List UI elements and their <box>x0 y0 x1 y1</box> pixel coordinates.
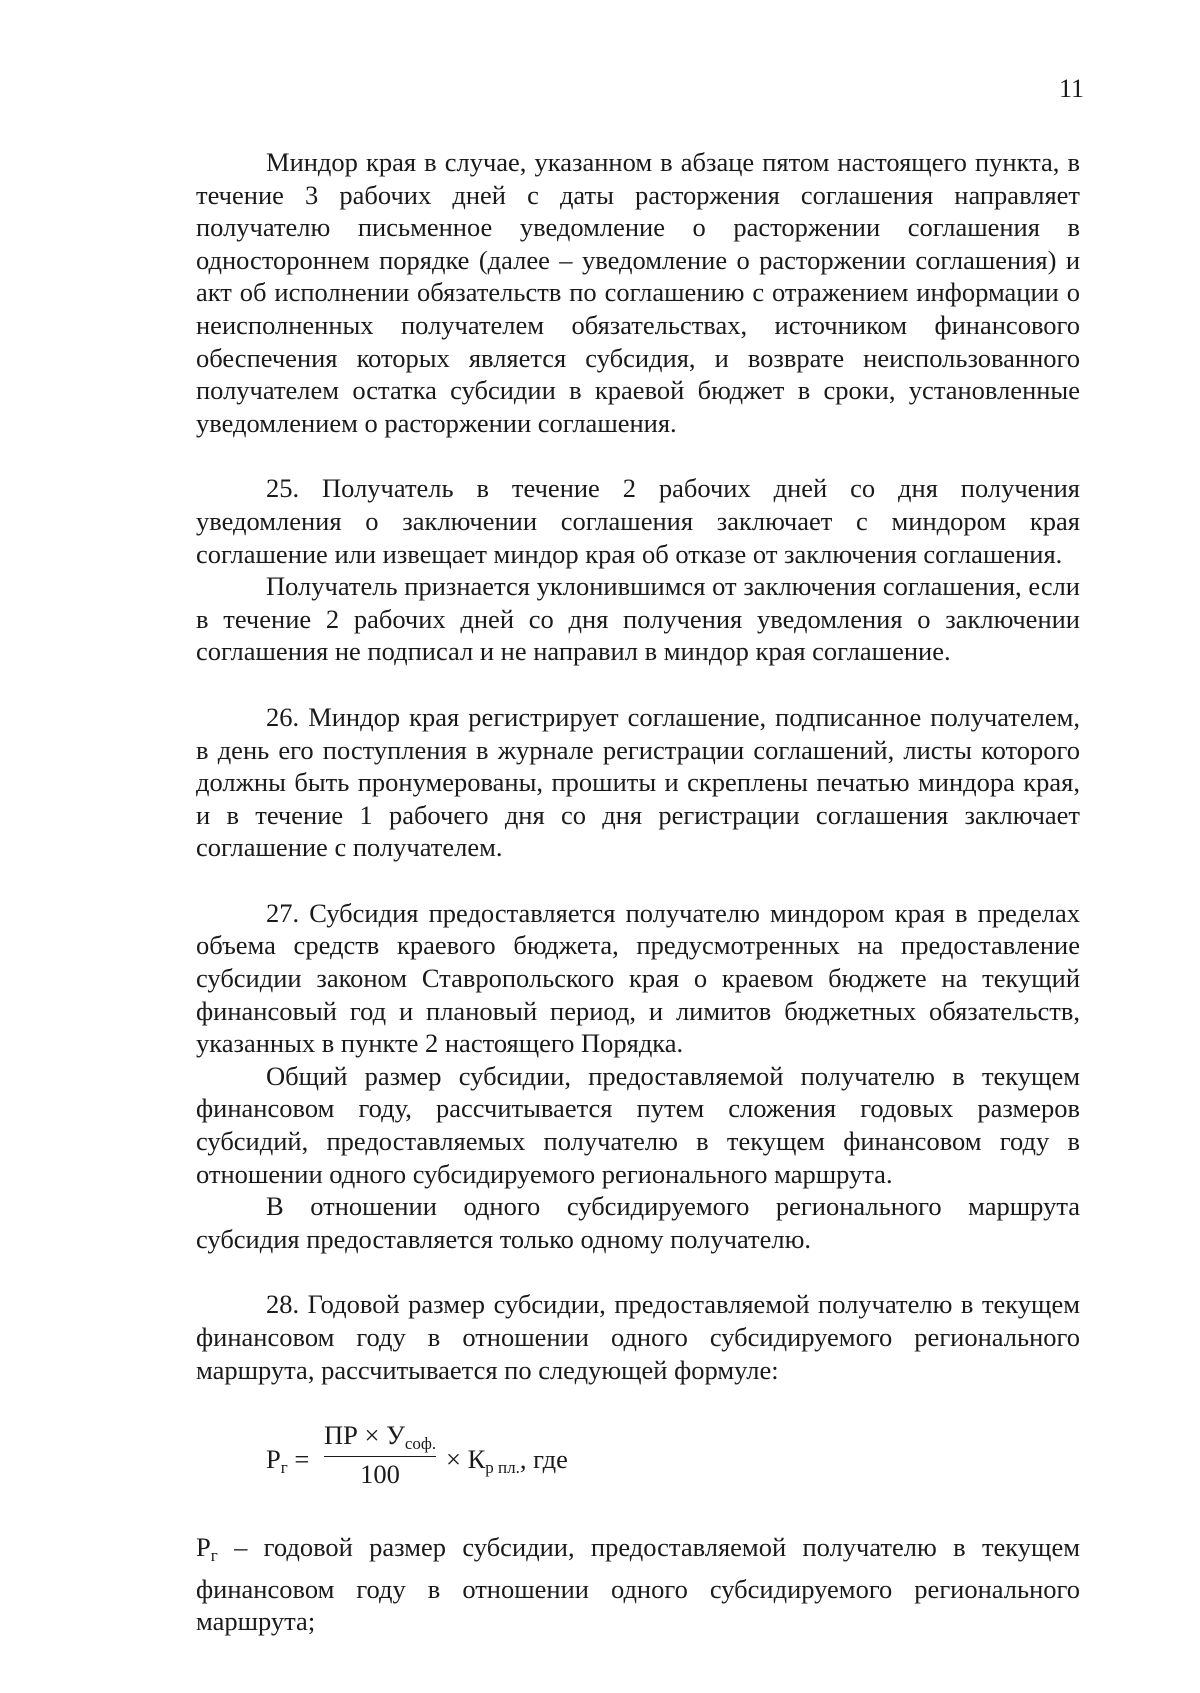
page-number: 11 <box>1058 74 1084 103</box>
definition-symbol: Р <box>196 1532 211 1563</box>
paragraph-26: 26. Миндор края регистрирует соглашение, подписанное получателем, в день его поступления в журнале регистрации соглашений, листы которого должны быть пронумерованы, прошиты и скреплены печатью миндора края, и в течение 1 рабочего дня со дня регистрации соглашения заключает соглашение с получателем. <box>196 701 1080 863</box>
definition-text: – годовой размер субсидии, предоставляемой получателю в текущем финансовом году в отношении одного субсидируемого регионального маршрута; <box>196 1532 1080 1637</box>
paragraph-27-single-recipient: В отношении одного субсидируемого регионального маршрута субсидия предоставляется только одному получателю. <box>196 1191 1080 1254</box>
definition-sub: г <box>210 1546 218 1566</box>
subsidy-formula <box>266 1420 1080 1498</box>
formula-denominator: 100 <box>360 1459 400 1490</box>
paragraph-termination-notice: Миндор края в случае, указанном в абзаце пятом настоящего пункта, в течение 3 рабочих дней с даты расторжения соглашения направляет получателю письменное уведомление о расторжении соглашения в одностороннем порядке (далее – уведомление о расторжении соглашения) и акт об исполнении обязательств по соглашению с отражением информации о неисполненных получателем обязательствах, источником финансового обеспечения которых является субсидия, и возврате неиспользованного получателем остатка субсидии в краевой бюджет в сроки, установленные уведомлением о расторжении соглашения. <box>196 147 1080 438</box>
paragraph-27: 27. Субсидия предоставляется получателю миндором края в пределах объема средств краевого бюджета, предусмотренных на предоставление субсидии законом Ставропольского края о краевом бюджете на текущий финансовый год и плановый период, и лимитов бюджетных обязательств, указанных в пункте 2 настоящего Порядка. <box>196 897 1080 1059</box>
paragraph-28: 28. Годовой размер субсидии, предоставляемой получателю в текущем финансовом году в отношении одного субсидируемого регионального маршрута, рассчитывается по следующей формуле: <box>196 1289 1080 1385</box>
formula-rhs: × $К_{р пл.}$, где <box>446 1444 568 1478</box>
formula-numerator: ПР × $У_{соф.}$ <box>324 1420 436 1457</box>
formula-fraction <box>324 1420 436 1490</box>
formula-definition <box>196 1531 1080 1638</box>
paragraph-27-total: Общий размер субсидии, предоставляемой получателю в текущем финансовом году, рассчитывается путем сложения годовых размеров субсидий, предоставляемых получателю в текущем финансовом году в отношении одного субсидируемого регионального маршрута. <box>196 1060 1080 1189</box>
paragraph-25-evasion: Получатель признается уклонившимся от заключения соглашения, если в течение 2 рабочих дней со дня получения уведомления о заключении соглашения не подписал и не направил в миндор края соглашение. <box>196 571 1080 667</box>
document-body <box>196 146 1080 1638</box>
formula-lhs: $Р_г$ = <box>266 1444 310 1478</box>
paragraph-25: 25. Получатель в течение 2 рабочих дней со дня получения уведомления о заключении соглашения заключает с миндором края соглашение или извещает миндор края об отказе от заключения соглашения. <box>196 473 1080 569</box>
